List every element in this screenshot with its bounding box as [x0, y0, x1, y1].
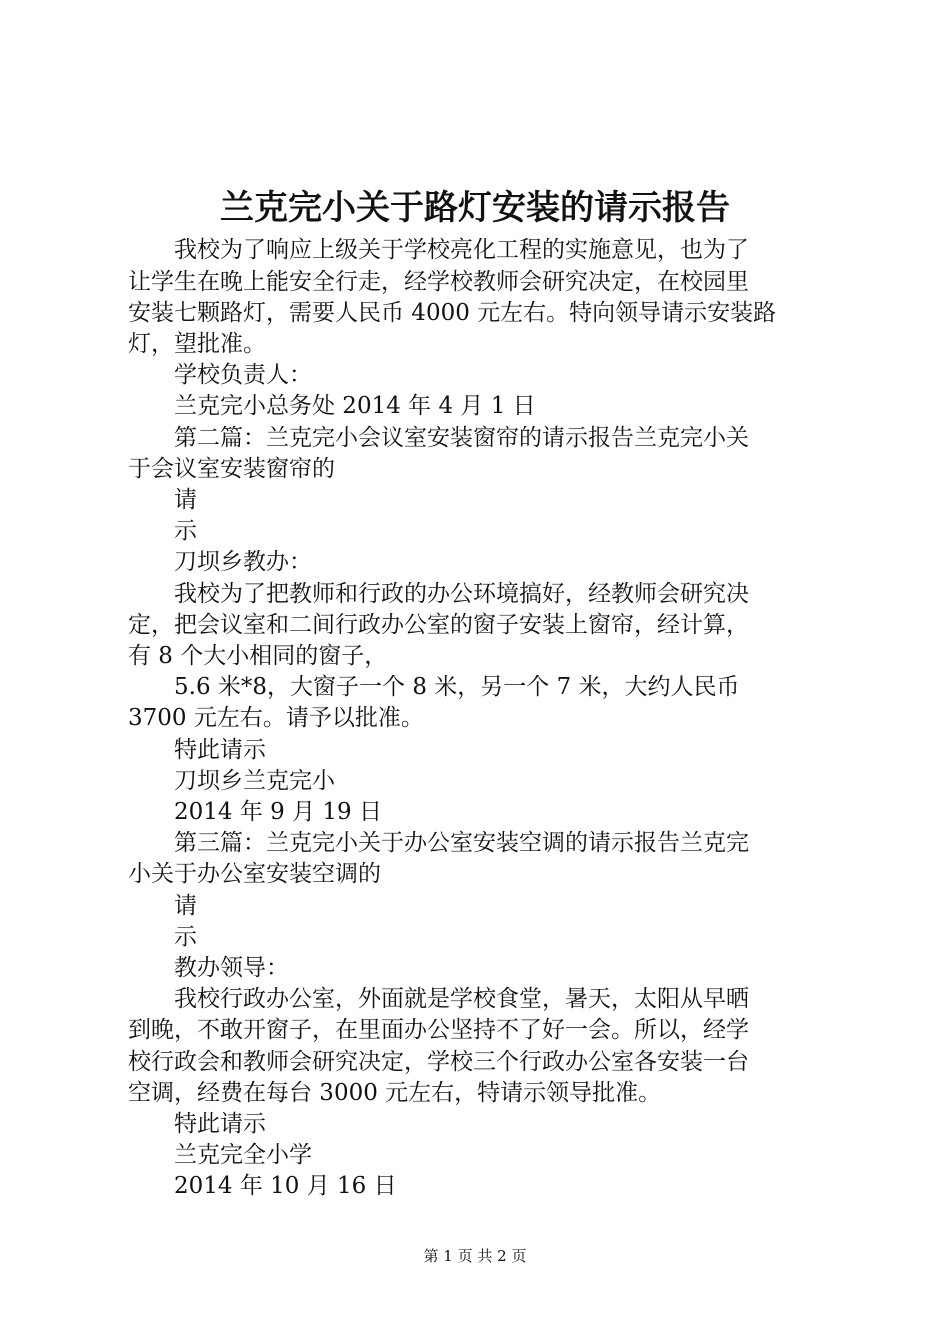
- body-line: 空调，经费在每台 3000 元左右，特请示领导批准。: [128, 1080, 662, 1106]
- body-line: 第三篇：兰克完小关于办公室安装空调的请示报告兰克完: [128, 830, 749, 856]
- body-line: 请: [128, 487, 197, 513]
- body-line: 特此请示: [128, 737, 266, 763]
- body-line: 我校为了响应上级关于学校亮化工程的实施意见，也为了: [128, 237, 749, 263]
- body-line: 兰克完全小学: [128, 1142, 312, 1168]
- body-line: 2014 年 10 月 16 日: [128, 1173, 397, 1199]
- body-line: 到晚，不敢开窗子，在里面办公坚持不了好一会。所以，经学: [128, 1017, 749, 1043]
- body-line: 小关于办公室安装空调的: [128, 861, 381, 887]
- body-line: 示: [128, 924, 197, 950]
- document-title: 兰克完小关于路灯安装的请示报告: [220, 188, 730, 228]
- body-line: 我校行政办公室，外面就是学校食堂，暑天，太阳从早晒: [128, 986, 749, 1012]
- body-line: 定，把会议室和二间行政办公室的窗子安装上窗帘，经计算，: [128, 612, 749, 638]
- body-line: 刀坝乡教办：: [128, 549, 312, 575]
- body-line: 校行政会和教师会研究决定，学校三个行政办公室各安装一台: [128, 1049, 749, 1075]
- body-line: 有 8 个大小相同的窗子，: [128, 643, 388, 669]
- body-line: 5.6 米*8，大窗子一个 8 米，另一个 7 米，大约人民币: [128, 674, 740, 700]
- body-line: 第二篇：兰克完小会议室安装窗帘的请示报告兰克完小关: [128, 425, 749, 451]
- body-line: 我校为了把教师和行政的办公环境搞好，经教师会研究决: [128, 581, 749, 607]
- body-line: 示: [128, 518, 197, 544]
- body-line: 学校负责人：: [128, 362, 312, 388]
- body-line: 请: [128, 893, 197, 919]
- body-line: 让学生在晚上能安全行走，经学校教师会研究决定，在校园里: [128, 269, 749, 295]
- body-line: 特此请示: [128, 1111, 266, 1137]
- page-number-footer: 第 1 页 共 2 页: [423, 1247, 527, 1265]
- body-line: 2014 年 9 月 19 日: [128, 799, 382, 825]
- body-line: 于会议室安装窗帘的: [128, 456, 335, 482]
- body-line: 灯，望批准。: [128, 331, 266, 357]
- body-line: 3700 元左右。请予以批准。: [128, 705, 424, 731]
- body-line: 刀坝乡兰克完小: [128, 768, 335, 794]
- body-line: 兰克完小总务处 2014 年 4 月 1 日: [128, 393, 536, 419]
- body-line: 教办领导：: [128, 955, 289, 981]
- body-line: 安装七颗路灯，需要人民币 4000 元左右。特向领导请示安装路: [128, 300, 777, 326]
